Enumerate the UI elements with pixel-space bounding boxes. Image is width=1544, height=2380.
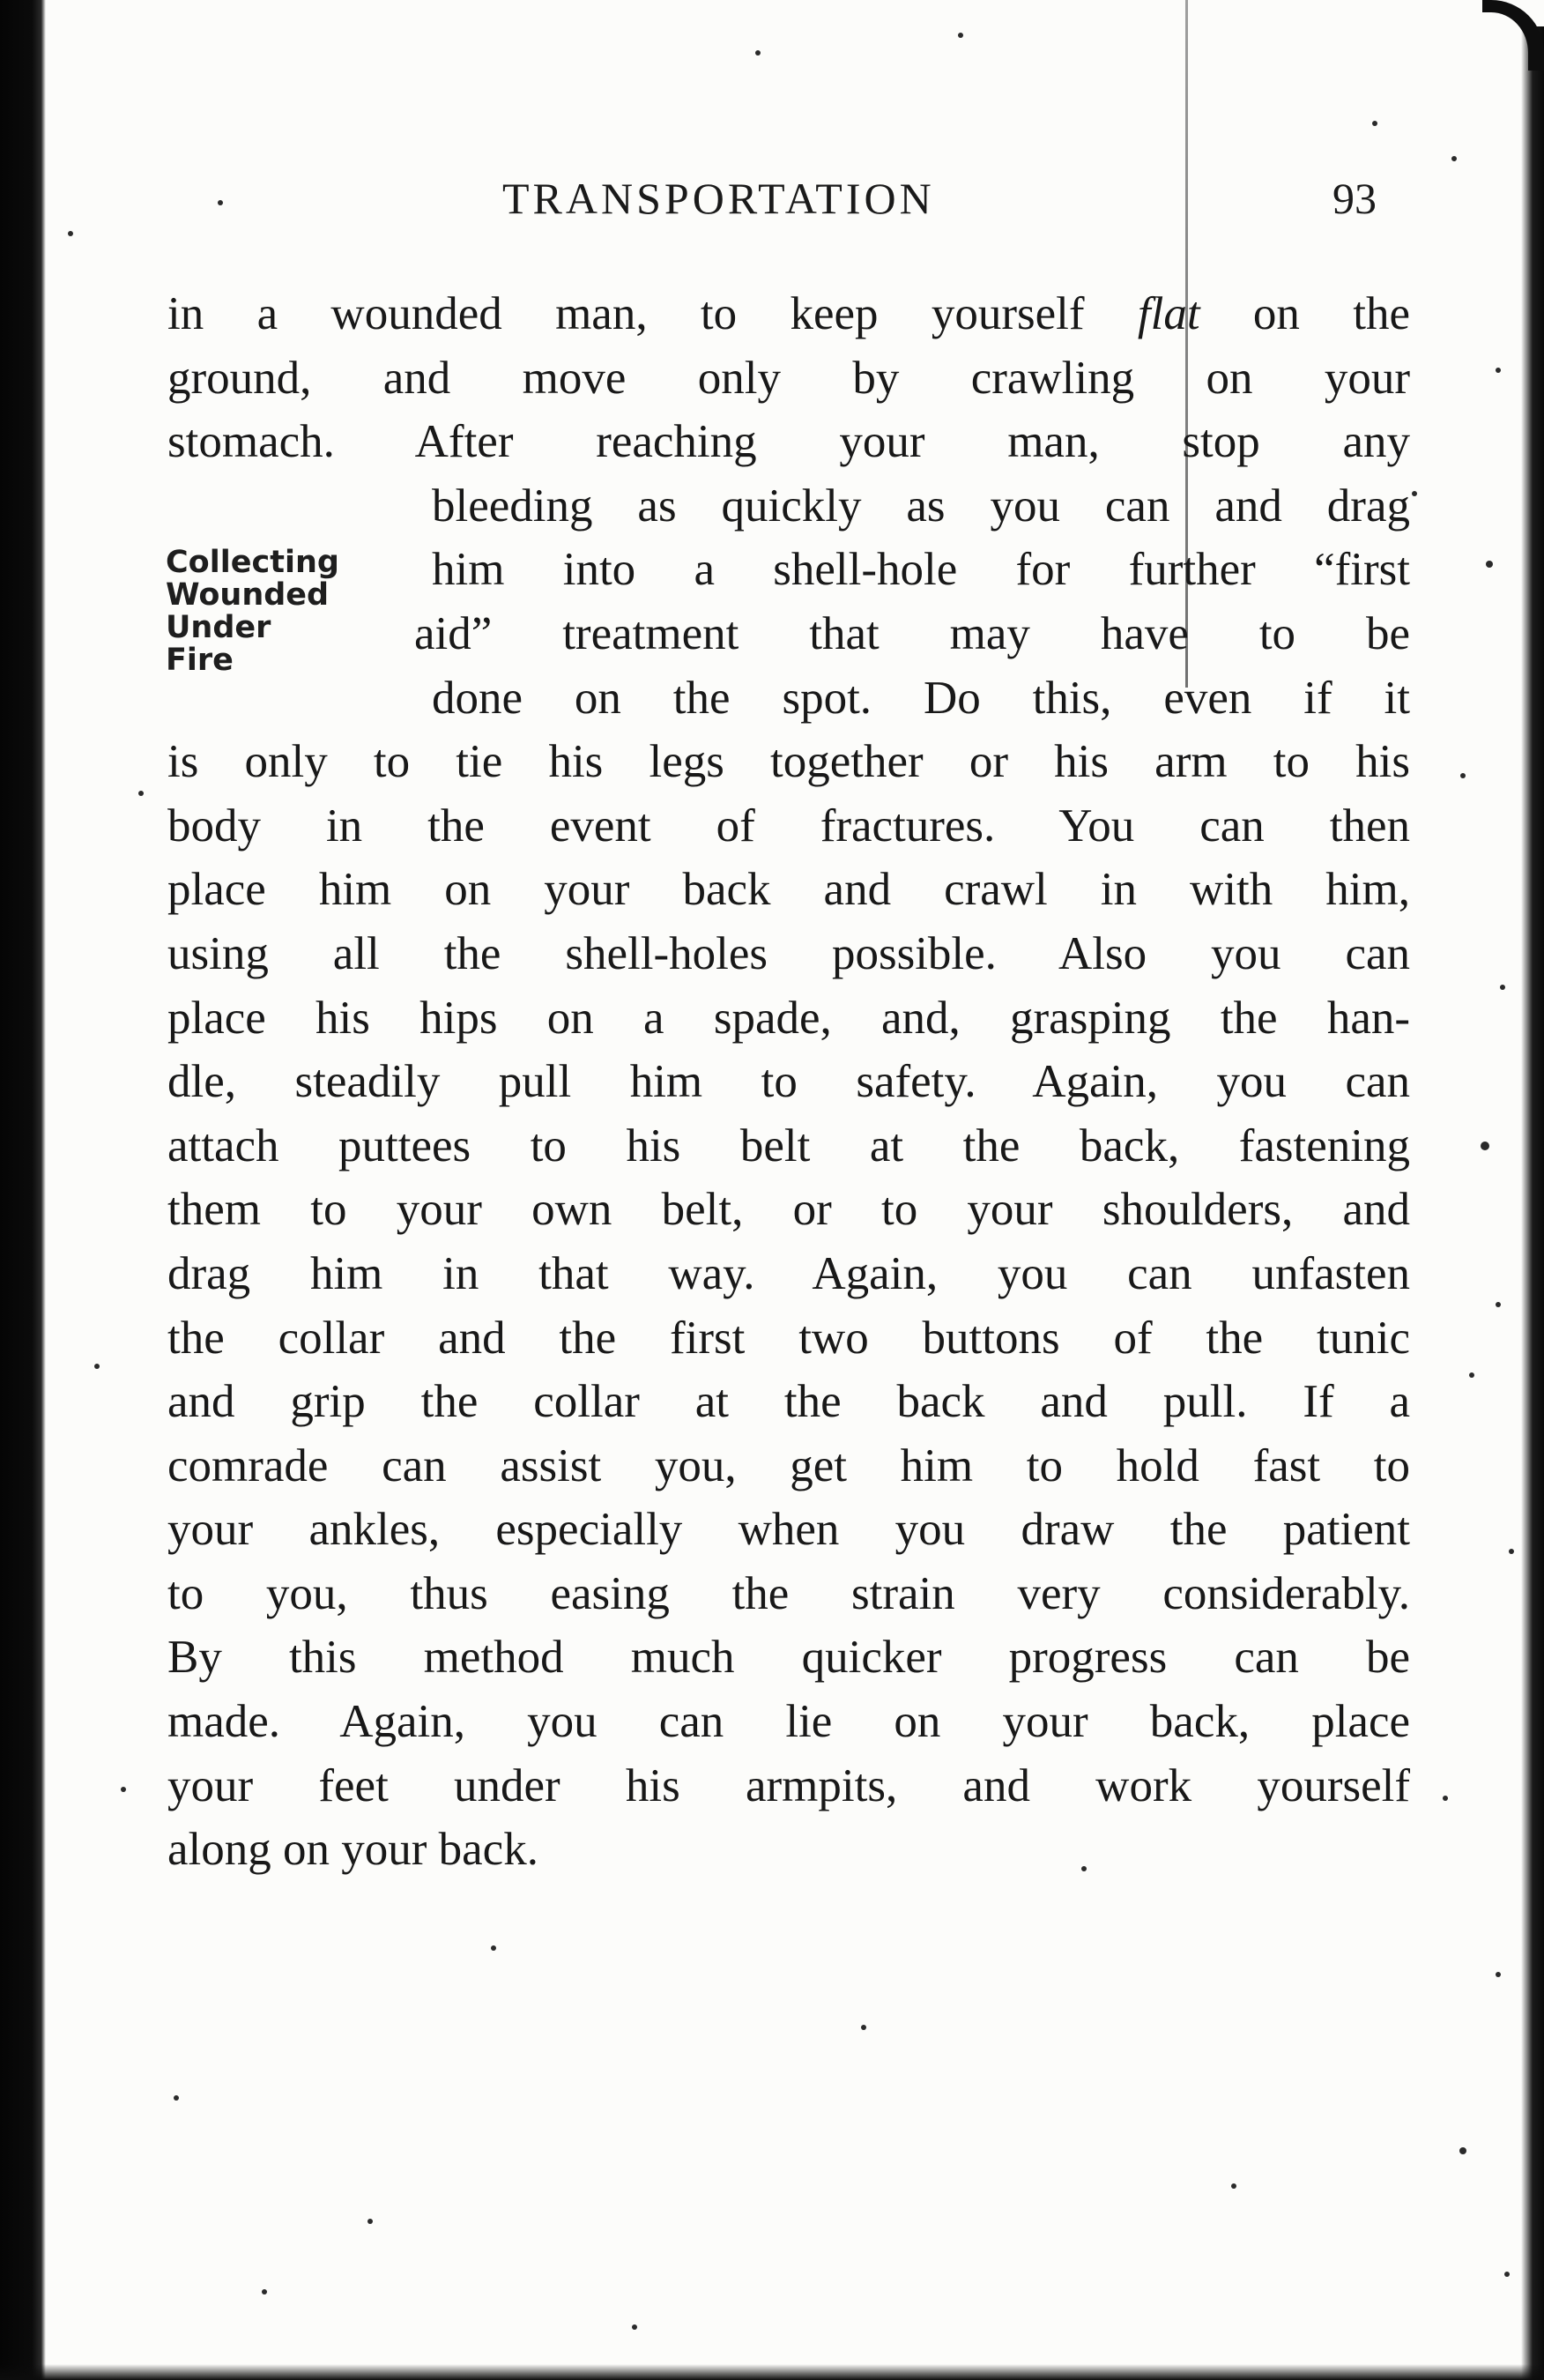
text-line: made. Again, you can lie on your back, place bbox=[167, 1696, 1410, 1748]
text-line: place him on your back and crawl in with him, bbox=[167, 864, 1410, 916]
text-line: the collar and the first two buttons of the tunic bbox=[167, 1312, 1410, 1364]
text-line: your feet under his armpits, and work yourself bbox=[167, 1759, 1410, 1811]
text-line: your ankles, especially when you draw the patient bbox=[167, 1504, 1410, 1556]
text-line: dle, steadily pull him to safety. Again, you can bbox=[167, 1056, 1410, 1108]
top-right-corner bbox=[1482, 0, 1544, 71]
text-line: in a wounded man, to keep yourself flat on the bbox=[167, 288, 1411, 339]
body-text bbox=[167, 282, 1410, 1882]
text-line: them to your own belt, or to your shoulders, and bbox=[167, 1184, 1410, 1236]
page-number: 93 bbox=[1332, 174, 1377, 223]
margin-note-line: Wounded bbox=[166, 577, 330, 613]
text-line: to you, thus easing the strain very considerably. bbox=[167, 1567, 1410, 1619]
text-line: place his hips on a spade, and, grasping the han- bbox=[167, 992, 1410, 1044]
left-page-edge bbox=[0, 0, 46, 2380]
running-head: TRANSPORTATION bbox=[502, 174, 935, 223]
text-line: using all the shell-holes possible. Also you can bbox=[167, 927, 1410, 979]
text-line: him into a shell-hole for further “first bbox=[432, 544, 1410, 596]
text-line: drag him in that way. Again, you can unfasten bbox=[167, 1247, 1410, 1299]
text-line: ground, and move only by crawling on your bbox=[167, 352, 1410, 404]
text-line: bleeding as quickly as you can and drag bbox=[432, 480, 1410, 532]
text-line: comrade can assist you, get him to hold fast to bbox=[167, 1439, 1410, 1491]
text-line: attach puttees to his belt at the back, fastening bbox=[167, 1119, 1410, 1171]
text-line: aid” treatment that may have to be bbox=[414, 607, 1410, 659]
bottom-page-edge bbox=[0, 2364, 1544, 2380]
margin-note-line: Under bbox=[166, 610, 271, 645]
text-line: done on the spot. Do this, even if it bbox=[432, 672, 1410, 724]
text-line: is only to tie his legs together or his arm to his bbox=[167, 736, 1410, 788]
right-page-edge bbox=[1521, 26, 1544, 2380]
text-line: along on your back. bbox=[167, 1824, 538, 1876]
text-line: and grip the collar at the back and pull. If a bbox=[167, 1376, 1410, 1428]
text-line: By this method much quicker progress can be bbox=[167, 1632, 1410, 1684]
emphasis-flat: flat bbox=[1137, 288, 1200, 339]
page-header bbox=[0, 173, 1544, 234]
margin-note-line: Fire bbox=[166, 643, 234, 678]
margin-note-line: Collecting bbox=[166, 545, 339, 580]
text-line: stomach. After reaching your man, stop any bbox=[167, 416, 1410, 468]
text-line: body in the event of fractures. You can then bbox=[167, 800, 1410, 852]
